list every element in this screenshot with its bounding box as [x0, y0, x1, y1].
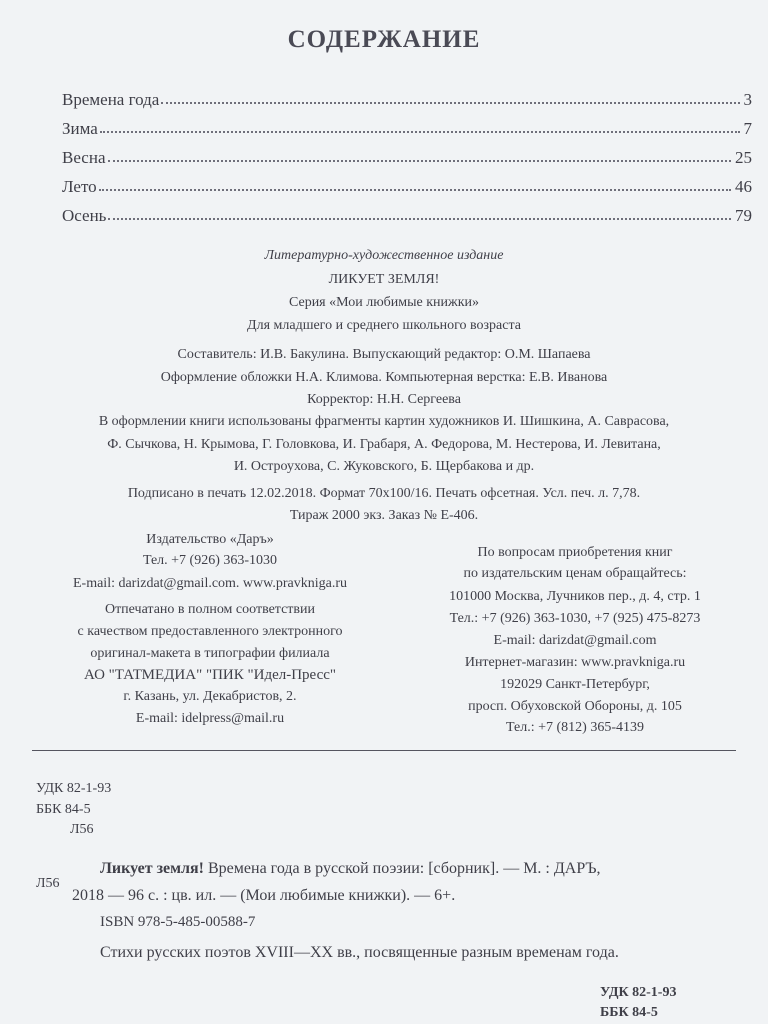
toc-entry-page: 7	[743, 119, 752, 138]
isbn: ISBN 978-5-485-00588-7	[100, 914, 256, 930]
catalog-entry	[100, 860, 601, 878]
artists-line: Ф. Сычкова, Н. Крымова, Г. Головкова, И. Грабаря, А. Федорова, М. Нестерова, И. Левитана,	[107, 437, 661, 452]
toc-entry-label: Зима	[62, 119, 98, 138]
artists-line: И. Остроухова, С. Жуковского, Б. Щербакова и др.	[233, 459, 535, 474]
publisher-phone: Тел. +7 (926) 363-1030	[142, 553, 278, 568]
toc-entry-label: Времена года	[62, 90, 160, 109]
author-code-left: Л56	[36, 876, 60, 891]
catalog-entry-line: 2018 — 96 с. : цв. ил. — (Мои любимые книжки). — 6+.	[72, 887, 456, 904]
audience-note: Для младшего и среднего школьного возраста	[247, 318, 521, 333]
credits-line: Корректор: Н.Н. Сергеева	[307, 392, 461, 407]
credits-line: Составитель: И.В. Бакулина. Выпускающий редактор: О.М. Шапаева	[177, 347, 591, 362]
printing-note: оригинал-макета в типографии филиала	[90, 646, 330, 661]
publisher-name: Издательство «Даръ»	[146, 532, 274, 547]
moscow-phone: Тел.: +7 (926) 363-1030, +7 (925) 475-8273	[449, 611, 701, 626]
edition-type: Литературно-художественное издание	[264, 248, 504, 263]
toc-entry-label: Осень	[62, 206, 107, 225]
bbk-code: ББК 84-5	[36, 802, 91, 817]
toc-entry	[62, 202, 752, 226]
bbk-bottom: ББК 84-5	[600, 1005, 658, 1020]
moscow-address: 101000 Москва, Лучников пер., д. 4, стр. 1	[449, 589, 701, 604]
toc-entry	[62, 144, 752, 168]
spb-address: 192029 Санкт-Петербург,	[500, 677, 650, 692]
author-code: Л56	[70, 822, 94, 837]
artists-line: В оформлении книги использованы фрагменты картин художников И. Шишкина, А. Саврасова,	[98, 414, 670, 429]
printing-house: АО "ТАТМЕДИА" "ПИК "Идел-Пресс"	[83, 667, 337, 683]
toc-entry-page: 25	[735, 148, 752, 167]
credits-line: Оформление обложки Н.А. Климова. Компьютерная верстка: Е.В. Иванова	[160, 370, 608, 385]
printing-address: г. Казань, ул. Декабристов, 2.	[123, 689, 297, 704]
spb-phone: Тел.: +7 (812) 365-4139	[506, 720, 644, 735]
toc-entry	[62, 173, 752, 197]
online-shop: Интернет-магазин: www.pravkniga.ru	[464, 655, 686, 670]
purchase-note: по издательским ценам обращайтесь:	[463, 566, 687, 581]
printing-email: E-mail: idelpress@mail.ru	[135, 711, 285, 726]
purchase-email: E-mail: darizdat@gmail.com	[493, 633, 657, 648]
toc-entry	[62, 86, 752, 110]
printing-note: Отпечатано в полном соответствии	[104, 602, 316, 617]
toc-entry-page: 79	[735, 206, 752, 225]
publisher-email: E-mail: darizdat@gmail.com. www.pravkniga.ru	[72, 576, 347, 591]
book-title: ЛИКУЕТ ЗЕМЛЯ!	[328, 272, 440, 287]
udk-code: УДК 82-1-93	[36, 781, 112, 796]
udk-bottom: УДК 82-1-93	[600, 985, 677, 1000]
toc-leader-dots	[99, 189, 731, 191]
entry-details: Времена года в русской поэзии: [сборник]. — М. : ДАРЪ,	[204, 860, 601, 877]
divider-line	[32, 750, 736, 751]
toc-entry	[62, 115, 752, 139]
page-title: СОДЕРЖАНИЕ	[287, 26, 481, 53]
toc-entry-page: 3	[743, 90, 752, 109]
toc-entry-page: 46	[735, 177, 752, 196]
series-name: Серия «Мои любимые книжки»	[288, 295, 480, 310]
entry-title: Ликует земля!	[100, 860, 204, 877]
printing-note: с качеством предоставленного электронного	[77, 624, 343, 639]
toc-entry-label: Весна	[62, 148, 106, 167]
toc-leader-dots	[108, 160, 732, 162]
toc-leader-dots	[108, 218, 731, 220]
annotation: Стихи русских поэтов XVIII—XX вв., посвященные разным временам года.	[100, 944, 619, 961]
print-details: Подписано в печать 12.02.2018. Формат 70х100/16. Печать офсетная. Усл. печ. л. 7,78.	[127, 486, 641, 501]
toc-leader-dots	[161, 102, 739, 104]
purchase-note: По вопросам приобретения книг	[477, 545, 673, 560]
print-run: Тираж 2000 экз. Заказ № Е-406.	[289, 508, 479, 523]
spb-address: просп. Обуховской Обороны, д. 105	[468, 699, 682, 714]
toc-entry-label: Лето	[62, 177, 97, 196]
toc-leader-dots	[100, 131, 740, 133]
